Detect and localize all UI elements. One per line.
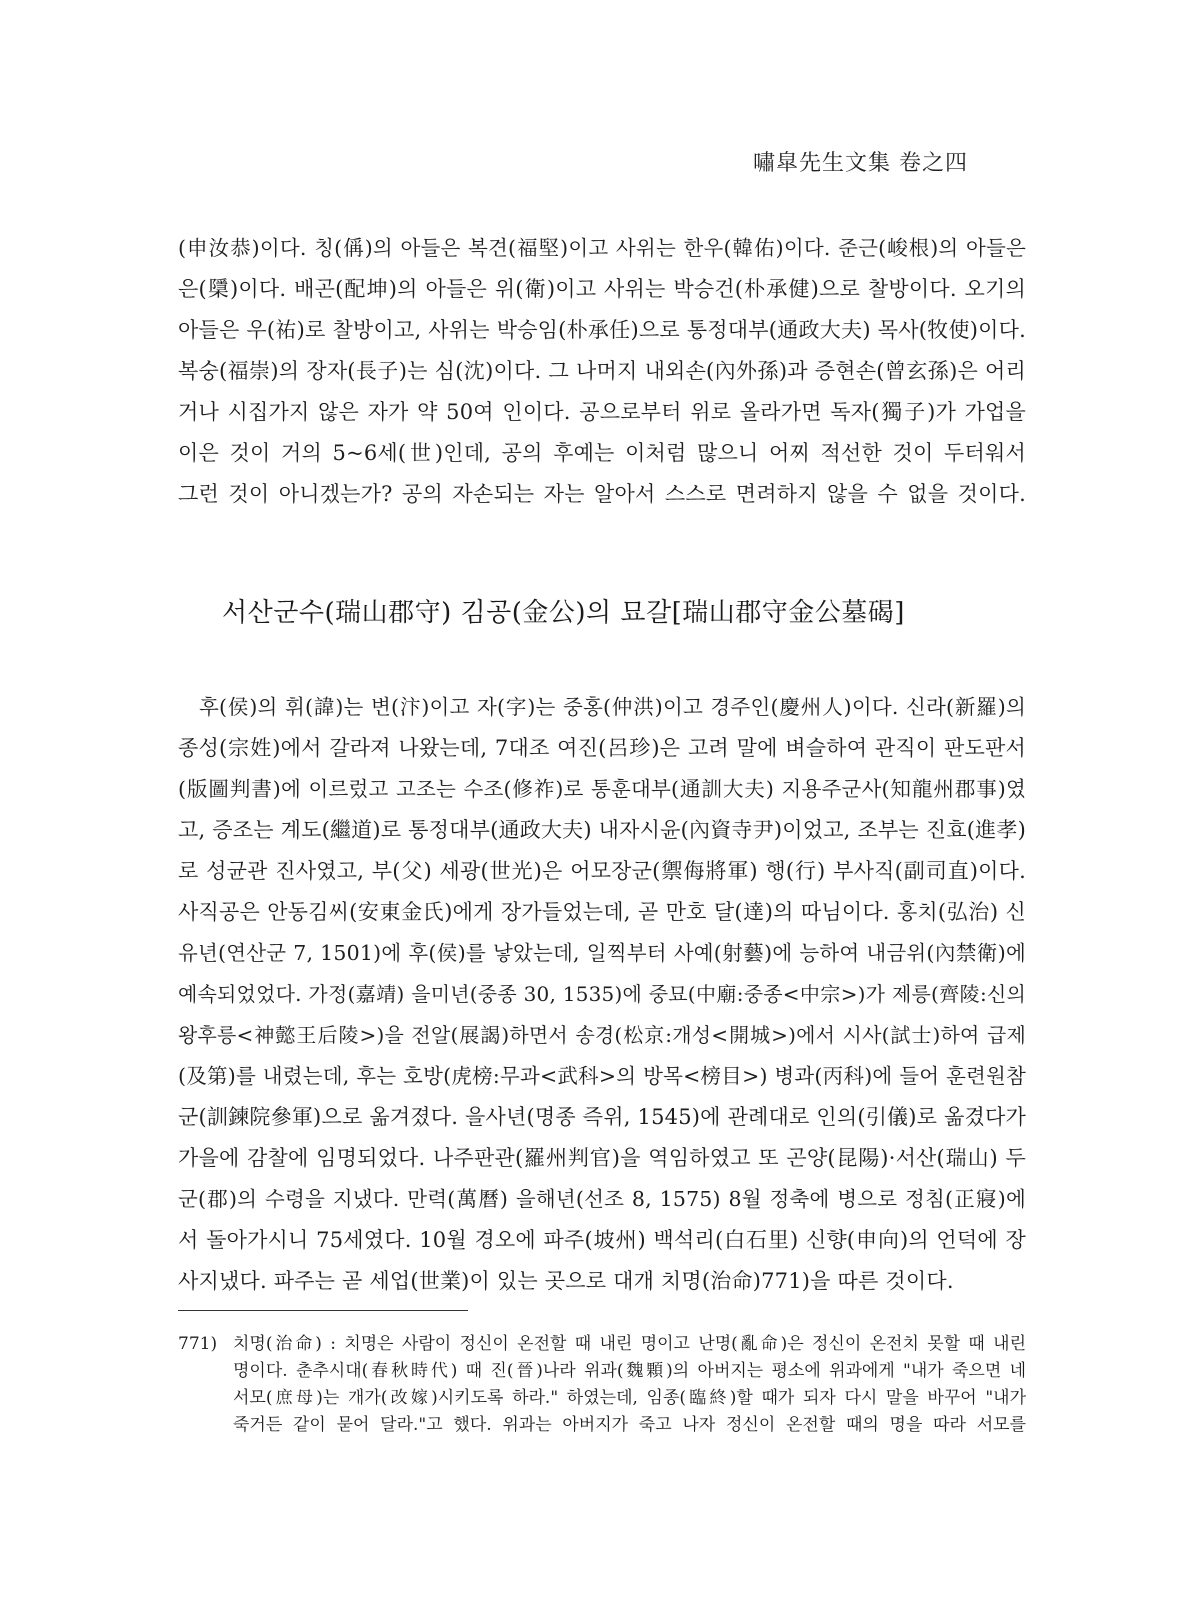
text-line: 서 돌아가시니 75세였다. 10월 경오에 파주(坡州) 백석리(白石里) 신향(申向)의 언덕에 장 xyxy=(178,1228,1026,1252)
footnote xyxy=(178,1331,1026,1439)
text-line: 종성(宗姓)에서 갈라져 나왔는데, 7대조 여진(呂珍)은 고려 말에 벼슬하여 관직이 판도판서 xyxy=(178,736,1026,760)
text-line: 사직공은 안동김씨(安東金氏)에게 장가들었는데, 곧 만호 달(達)의 따님이다. 홍치(弘治) 신 xyxy=(178,900,1026,924)
text-line: 사지냈다. 파주는 곧 세업(世業)이 있는 곳으로 대개 치명(治命)771)을 따른 것이다. xyxy=(178,1269,954,1293)
text-line: (版圖判書)에 이르렀고 고조는 수조(修祚)로 통훈대부(通訓大夫) 지용주군사(知龍州郡事)였 xyxy=(178,777,1026,801)
text-line: 유년(연산군 7, 1501)에 후(侯)를 낳았는데, 일찍부터 사예(射藝)에 능하여 내금위(內禁衛)에 xyxy=(178,941,1026,965)
text-line: 복숭(福崇)의 장자(長子)는 심(沈)이다. 그 나머지 내외손(內外孫)과 증현손(曾玄孫)은 어리 xyxy=(178,359,1026,383)
text-line: 이은 것이 거의 5~6세(世)인데, 공의 후예는 이처럼 많으니 어찌 적선한 것이 두터워서 xyxy=(178,441,1026,465)
footnote-line: 명이다. 춘추시대(春秋時代) 때 진(晉)나라 위과(魏顆)의 아버지는 평소에 위과에게 "내가 죽으면 네 xyxy=(233,1361,1026,1381)
text-line: 은(檃)이다. 배곤(配坤)의 아들은 위(衛)이고 사위는 박승건(朴承健)으로 찰방이다. 오기의 xyxy=(178,277,1026,301)
text-line: (申汝恭)이다. 칭(偁)의 아들은 복견(福堅)이고 사위는 한우(韓佑)이다. 준근(峻根)의 아들은 xyxy=(178,236,1026,260)
running-header: 嘯皐先生文集 卷之四 xyxy=(753,151,968,176)
paragraph-continuation xyxy=(178,228,1026,515)
text-line: 예속되었었다. 가정(嘉靖) 을미년(중종 30, 1535)에 중묘(中廟:중종<中宗>)가 제릉(齊陵:신의 xyxy=(178,982,1026,1006)
text-line: 아들은 우(祐)로 찰방이고, 사위는 박승임(朴承任)으로 통정대부(通政大夫) 목사(牧使)이다. xyxy=(178,318,1026,342)
text-line: 군(郡)의 수령을 지냈다. 만력(萬曆) 을해년(선조 8, 1575) 8월 정축에 병으로 정침(正寢)에 xyxy=(178,1187,1026,1211)
text-line: 그런 것이 아니겠는가? 공의 자손되는 자는 알아서 스스로 면려하지 않을 수 없을 것이다. xyxy=(178,482,1026,506)
footnote-number: 771) xyxy=(178,1334,218,1354)
text-line: 로 성균관 진사였고, 부(父) 세광(世光)은 어모장군(禦侮將軍) 행(行) 부사직(副司直)이다. xyxy=(178,859,1026,883)
text-line: 후(侯)의 휘(諱)는 변(汴)이고 자(字)는 중홍(仲洪)이고 경주인(慶州人)이다. 신라(新羅)의 xyxy=(199,695,1026,719)
text-line: 거나 시집가지 않은 자가 약 50여 인이다. 공으로부터 위로 올라가면 독자(獨子)가 가업을 xyxy=(178,400,1026,424)
section-title: 서산군수(瑞山郡守) 김공(金公)의 묘갈[瑞山郡守金公墓碣] xyxy=(222,598,905,628)
text-line: 고, 증조는 계도(繼道)로 통정대부(通政大夫) 내자시윤(內資寺尹)이었고, 조부는 진효(進孝) xyxy=(178,818,1026,842)
footnote-text: 치명(治命) : 치명은 사람이 정신이 온전할 때 내린 명이고 난명(亂命)은 정신이 온전치 못할 때 내린 xyxy=(233,1334,1026,1354)
text-line: 가을에 감찰에 임명되었다. 나주판관(羅州判官)을 역임하였고 또 곤양(昆陽)·서산(瑞山) 두 xyxy=(178,1146,1026,1170)
footnote-divider xyxy=(178,1310,468,1311)
footnote-line: 서모(庶母)는 개가(改嫁)시키도록 하라." 하였는데, 임종(臨終)할 때가 되자 다시 말을 바꾸어 "내가 xyxy=(233,1388,1026,1408)
text-line: 왕후릉<神懿王后陵>)을 전알(展謁)하면서 송경(松京:개성<開城>)에서 시사(試士)하여 급제 xyxy=(178,1023,1026,1047)
footnote-line xyxy=(178,1331,1026,1358)
text-line: (及第)를 내렸는데, 후는 호방(虎榜:무과<武科>의 방목<榜目>) 병과(丙科)에 들어 훈련원참 xyxy=(178,1064,1026,1088)
footnote-line: 죽거든 같이 묻어 달라."고 했다. 위과는 아버지가 죽고 나자 정신이 온전할 때의 명을 따라 서모를 xyxy=(233,1415,1026,1435)
text-line: 군(訓鍊院參軍)으로 옮겨졌다. 을사년(명종 즉위, 1545)에 관례대로 인의(引儀)로 옮겼다가 xyxy=(178,1105,1026,1129)
paragraph-epitaph xyxy=(178,687,1026,1302)
